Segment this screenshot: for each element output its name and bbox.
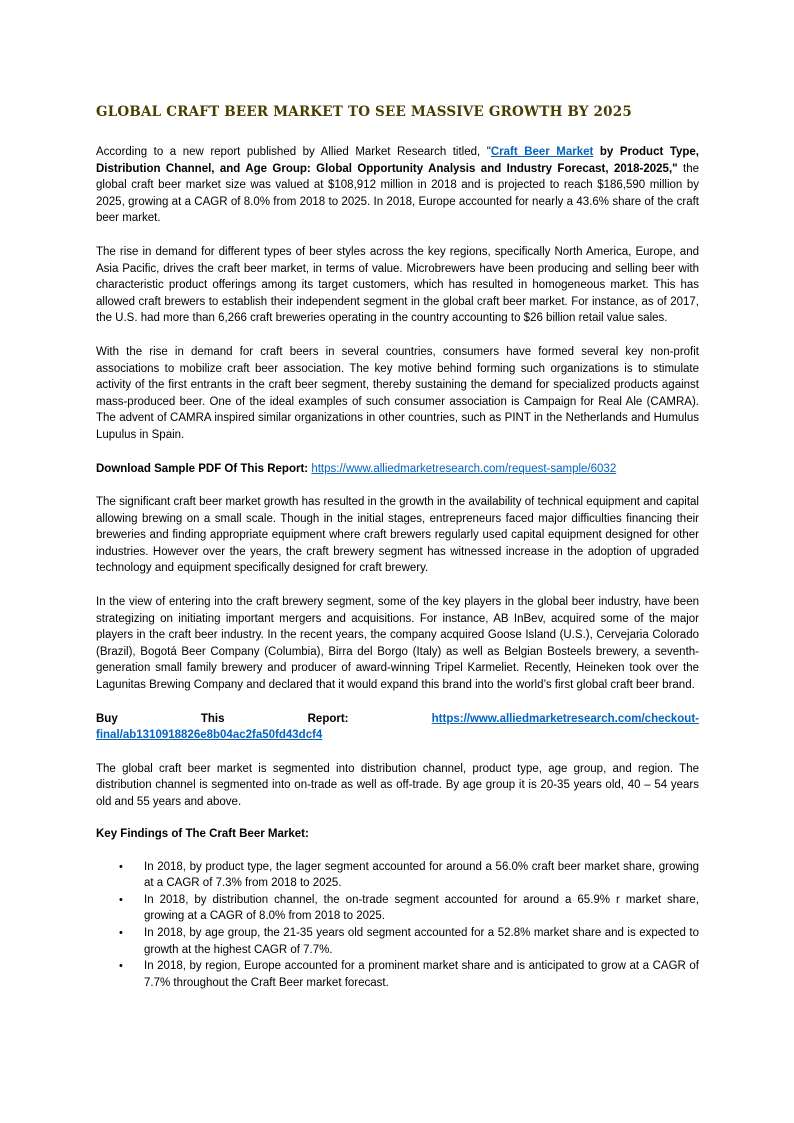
page-title: GLOBAL CRAFT BEER MARKET TO SEE MASSIVE GROWTH BY 2025 bbox=[96, 104, 632, 120]
download-sample-link[interactable]: https://www.alliedmarketresearch.com/request-sample/6032 bbox=[311, 462, 617, 475]
buy-report-line bbox=[96, 711, 699, 728]
list-item: • In 2018, by distribution channel, the on-trade segment accounted for around a 65.9% r market share, growing at a CAGR of 8.0% from 2018 to 2025. bbox=[119, 893, 699, 923]
paragraph-demand: The rise in demand for different types of beer styles across the key regions, specifically North America, Europe, and Asia Pacific, drives the craft beer market, in terms of value. Microbrewers have been producing and selling beer with characteristic product offerings among its target customers, which has resulted in homogeneous market. This has allowed craft brewers to establish their independent segment in the global craft beer market. For instance, as of 2017, the U.S. had more than 6,266 craft breweries operating in the country accounting to $26 billion retail value sales. bbox=[96, 245, 699, 325]
checkout-link-continued[interactable]: final/ab1310918826e8b04ac2fa50fd43dcf4 bbox=[96, 729, 323, 742]
list-item: • In 2018, by region, Europe accounted for a prominent market share and is anticipated to grow at a CAGR of 7.7% throughout the Craft Beer market forecast. bbox=[119, 960, 699, 989]
bullet-icon: • bbox=[119, 893, 123, 906]
list-item: • In 2018, by product type, the lager segment accounted for around a 56.0% craft beer market share, growing at a CAGR of 7.3% from 2018 to 2025. bbox=[119, 860, 699, 890]
list-item: • In 2018, by age group, the 21-35 years old segment accounted for a 52.8% market share and is expected to growth at the highest CAGR of 7.7%. bbox=[119, 926, 699, 956]
paragraph-intro bbox=[96, 144, 699, 227]
intro-text: According to a new report published by Allied Market Research titled, " bbox=[96, 146, 491, 158]
paragraph-mergers: In the view of entering into the craft brewery segment, some of the key players in the global beer industry, have been strategizing on initiating important mergers and acquisitions. For instance, AB InBev, acquired some of the major players in the craft beer industry. In the recent years, the company acquired Goose Island (U.S.), Cervejaria Colorado (Brazil), Bogotá Beer Company (Columbia), Birra del Borgo (Italy) as well as Belgian Bosteels brewery, a seventh-generation small family brewery and producer of award-winning Tripel Karmeliet. Recently, Heineken took over the Lagunitas Brewing Company and declared that it would expand this brand into the world’s first global craft beer brand. bbox=[96, 596, 699, 692]
paragraph-segmentation: The global craft beer market is segmented into distribution channel, product type, age group, and region. The distribution channel is segmented into on-trade as well as off-trade. By age group it is 20-35 years old, 40 – 54 years old and 55 years and above. bbox=[96, 762, 699, 808]
document-page bbox=[96, 104, 699, 991]
craft-beer-market-link[interactable]: Craft Beer Market bbox=[490, 146, 594, 158]
report-title-text: by Product Type, Distribution Channel, and Age Group: Global Opportunity Analysis and Industry Forecast, 2018-2025," bbox=[96, 146, 699, 175]
report-word: Report: bbox=[307, 712, 349, 725]
bullet-icon: • bbox=[119, 926, 123, 939]
buy-word: Buy bbox=[96, 712, 118, 725]
bullet-icon: • bbox=[119, 860, 123, 873]
bullet-icon: • bbox=[119, 960, 123, 973]
download-label: Download Sample PDF Of This Report: bbox=[96, 462, 312, 475]
key-findings-heading: Key Findings of The Craft Beer Market: bbox=[96, 827, 309, 840]
this-word: This bbox=[200, 712, 225, 725]
key-findings-list bbox=[96, 859, 699, 992]
intro-rest-text: the global craft beer market size was valued at $108,912 million in 2018 and is projected to reach $186,590 million by 2025, growing at a CAGR of 8.0% from 2018 to 2025. In 2018, Europe accounted for nearly a 43.6% share of the craft beer market. bbox=[96, 162, 699, 225]
checkout-link[interactable]: https://www.alliedmarketresearch.com/checkout- bbox=[431, 712, 699, 725]
paragraph-growth: The significant craft beer market growth has resulted in the growth in the availability of technical equipment and capital allowing brewing on a small scale. Though in the initial stages, entrepreneurs faced major difficulties financing their breweries and finding appropriate equipment where craft brewers regularly used capital equipment designed for other industries. However over the years, the craft brewery segment has witnessed increase in the adoption of upgraded technology and equipment specifically designed for craft brewery. bbox=[96, 496, 699, 575]
paragraph-associations: With the rise in demand for craft beers in several countries, consumers have formed several key non-profit associations to mobilize craft beer association. The key motive behind forming such organizations is to stimulate activity of the first entrants in the craft beer segment, thereby sustaining the demand for specialized products against mass-produced beer. One of the ideal examples of such consumer association is Campaign for Real Ale (CAMRA). The advent of CAMRA inspired similar organizations in other countries, such as PINT in the Netherlands and Humulus Lupulus in Spain. bbox=[96, 345, 699, 441]
download-sample-line bbox=[96, 461, 699, 478]
